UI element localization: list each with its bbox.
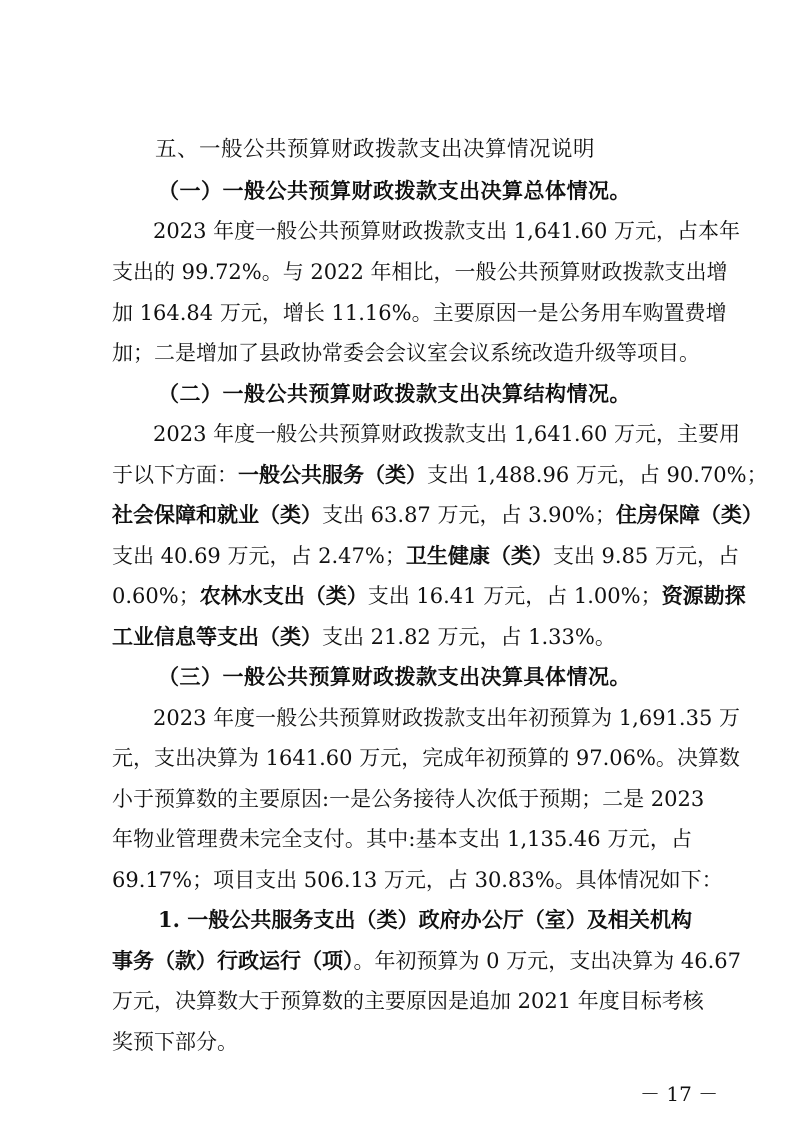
text-run: 支出 21.82 万元，占 1.33%。 <box>322 625 616 649</box>
paragraph-line: 奖预下部分。 <box>112 1030 238 1054</box>
text-run: 支出 9.85 万元，占 <box>552 544 739 568</box>
paragraph-line <box>112 459 768 491</box>
category-label: 住房保障（类） <box>615 502 763 527</box>
subsection-2-heading: （二）一般公共预算财政拨款支出决算结构情况。 <box>158 381 631 406</box>
category-label: 资源勘探 <box>661 583 746 608</box>
item-1-heading-cont: 事务（款）行政运行（项） <box>112 948 354 973</box>
paragraph-line: 支出的 99.72%。与 2022 年相比，一般公共预算财政拨款支出增 <box>112 260 728 284</box>
paragraph-line <box>112 580 746 612</box>
paragraph-line: 2023 年度一般公共预算财政拨款支出 1,641.60 万元，主要用 <box>153 422 740 446</box>
paragraph-line: 2023 年度一般公共预算财政拨款支出年初预算为 1,691.35 万 <box>153 706 740 730</box>
paragraph-line: 69.17%；项目支出 506.13 万元，占 30.83%。具体情况如下： <box>112 868 723 892</box>
category-label: 卫生健康（类） <box>405 543 553 568</box>
category-label: 一般公共服务（类） <box>238 462 427 487</box>
paragraph-line: 2023 年度一般公共预算财政拨款支出 1,641.60 万元，占本年 <box>153 219 740 243</box>
subsection-1-heading: （一）一般公共预算财政拨款支出决算总体情况。 <box>158 178 631 203</box>
text-run: 支出 63.87 万元，占 3.90%； <box>322 503 616 527</box>
section-title: 五、一般公共预算财政拨款支出决算情况说明 <box>155 137 596 162</box>
paragraph-line <box>112 540 739 572</box>
text-run: 于以下方面： <box>112 463 238 487</box>
paragraph-line: 加；二是增加了县政协常委会会议室会议系统改造升级等项目。 <box>112 341 700 365</box>
category-label: 农林水支出（类） <box>199 583 368 608</box>
page-number: － 17 － <box>640 1082 719 1106</box>
paragraph-line: 小于预算数的主要原因:一是公务接待人次低于预期；二是 2023 <box>112 787 705 811</box>
paragraph-line: 年物业管理费未完全支付。其中:基本支出 1,135.46 万元，占 <box>112 827 692 851</box>
item-1-heading: 1. 一般公共服务支出（类）政府办公厅（室）及相关机构 <box>158 907 692 932</box>
paragraph-line: 万元，决算数大于预算数的主要原因是追加 2021 年度目标考核 <box>112 989 704 1013</box>
text-run: 。年初预算为 0 万元，支出决算为 46.67 <box>353 949 742 973</box>
text-run: 0.60%； <box>112 584 200 608</box>
category-label: 社会保障和就业（类） <box>112 502 322 527</box>
category-label: 工业信息等支出（类） <box>112 624 322 649</box>
paragraph-line <box>112 499 763 531</box>
paragraph-line: 元，支出决算为 1641.60 万元，完成年初预算的 97.06%。决算数 <box>112 746 740 770</box>
text-run: 支出 40.69 万元，占 2.47%； <box>112 544 406 568</box>
paragraph-line: 加 164.84 万元，增长 11.16%。主要原因一是公务用车购置费增 <box>112 301 727 325</box>
subsection-3-heading: （三）一般公共预算财政拨款支出决算具体情况。 <box>158 664 631 689</box>
paragraph-line <box>112 621 692 653</box>
text-run: 支出 1,488.96 万元，占 90.70%； <box>427 463 768 487</box>
paragraph-line <box>112 945 742 977</box>
text-run: 支出 16.41 万元，占 1.00%； <box>367 584 662 608</box>
